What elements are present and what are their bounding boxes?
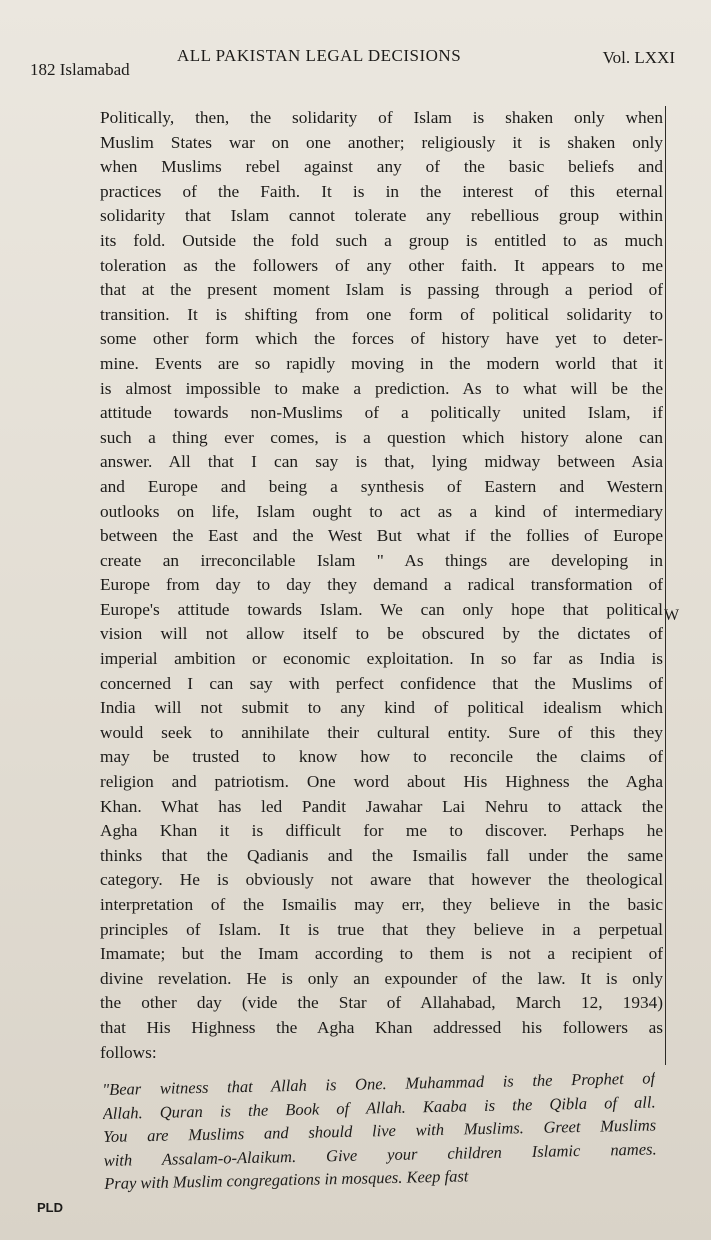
text-line: "Bear witness that Allah is One. Muhammad is the Prophet of bbox=[102, 1068, 656, 1099]
text-line: its fold. Outside the fold such a group is entitled to as much bbox=[100, 230, 663, 250]
text-line: answer. All that I can say is that, lying midway between Asia bbox=[100, 452, 663, 472]
text-line: thinks that the Qadianis and the Ismailis fall under the same bbox=[100, 845, 663, 865]
quoted-passage bbox=[102, 1066, 657, 1195]
page-location: 182 Islamabad bbox=[30, 60, 130, 79]
text-line: Muslim States war on one another; religiously it is shaken only bbox=[100, 132, 663, 152]
text-line: India will not submit to any kind of political idealism which bbox=[100, 698, 663, 718]
journal-title: ALL PAKISTAN LEGAL DECISIONS bbox=[177, 46, 462, 65]
text-line: create an irreconcilable Islam " As things are developing in bbox=[100, 550, 663, 570]
text-line: with Assalam-o-Alaikum. Give your children Islamic names. bbox=[103, 1138, 657, 1170]
text-line: vision will not allow itself to be obscured by the dictates of bbox=[100, 624, 663, 644]
volume-number: Vol. LXXI bbox=[602, 48, 675, 67]
text-line: mine. Events are so rapidly moving in the modern world that it bbox=[100, 353, 663, 373]
text-line: principles of Islam. It is true that they believe in a perpetual bbox=[100, 919, 663, 939]
text-line: religion and patriotism. One word about His Highness the Agha bbox=[100, 772, 663, 792]
text-line: some other form which the forces of history have yet to deter- bbox=[100, 329, 663, 349]
text-line: You are Muslims and should live with Muslims. Greet Muslims bbox=[103, 1115, 657, 1146]
text-line: that His Highness the Agha Khan addressed his followers as bbox=[100, 1017, 663, 1037]
text-line: Europe from day to day they demand a radical transformation of bbox=[100, 575, 663, 595]
text-line: interpretation of the Ismailis may err, they believe in the basic bbox=[100, 895, 663, 914]
text-line: solidarity that Islam cannot tolerate any rebellious group within bbox=[100, 206, 663, 226]
text-line: Imamate; but the Imam according to them is not a recipient of bbox=[100, 944, 663, 964]
text-line: concerned I can say with perfect confidence that the Muslims of bbox=[100, 673, 663, 693]
text-line: between the East and the West But what if the follies of Europe bbox=[100, 526, 663, 546]
text-line: the other day (vide the Star of Allahabad, March 12, 1934) bbox=[100, 993, 663, 1013]
text-line: is almost impossible to make a prediction. As to what will be the bbox=[100, 378, 663, 398]
footer-mark: PLD bbox=[37, 1200, 63, 1215]
text-line: toleration as the followers of any other faith. It appears to me bbox=[100, 255, 663, 275]
text-line: and Europe and being a synthesis of Eastern and Western bbox=[100, 476, 663, 496]
text-line: may be trusted to know how to reconcile the claims of bbox=[100, 747, 663, 767]
text-line: Khan. What has led Pandit Jawahar Lai Nehru to attack the bbox=[100, 796, 663, 816]
text-line: transition. It is shifting from one form of political solidarity to bbox=[100, 304, 663, 324]
margin-mark: W bbox=[664, 607, 680, 624]
body-text bbox=[100, 106, 666, 1065]
page-header bbox=[30, 38, 675, 79]
text-line: attitude towards non-Muslims of a politically united Islam, if bbox=[100, 403, 663, 423]
text-line: follows: bbox=[100, 1042, 157, 1062]
text-line: outlooks on life, Islam ought to act as a kind of intermediary bbox=[100, 501, 663, 521]
text-line: imperial ambition or economic exploitation. In so far as India is bbox=[100, 649, 663, 669]
text-line: such a thing ever comes, is a question which history alone can bbox=[100, 427, 663, 447]
text-line: divine revelation. He is only an expounder of the law. It is only bbox=[100, 968, 663, 988]
text-line: category. He is obviously not aware that however the theological bbox=[100, 870, 663, 890]
text-line: when Muslims rebel against any of the basic beliefs and bbox=[100, 157, 663, 177]
text-line: would seek to annihilate their cultural entity. Sure of this they bbox=[100, 722, 663, 742]
text-line: Pray with Muslim congregations in mosques. Keep fast bbox=[104, 1166, 469, 1193]
text-line: Europe's attitude towards Islam. We can only hope that political bbox=[100, 599, 663, 619]
text-line: Politically, then, the solidarity of Islam is shaken only when bbox=[100, 108, 663, 127]
text-line: practices of the Faith. It is in the interest of this eternal bbox=[100, 181, 663, 201]
text-line: Allah. Quran is the Book of Allah. Kaaba is the Qibla of all. bbox=[102, 1091, 656, 1123]
text-line: Agha Khan it is difficult for me to discover. Perhaps he bbox=[100, 821, 663, 841]
text-line: that at the present moment Islam is passing through a period of bbox=[100, 280, 663, 300]
